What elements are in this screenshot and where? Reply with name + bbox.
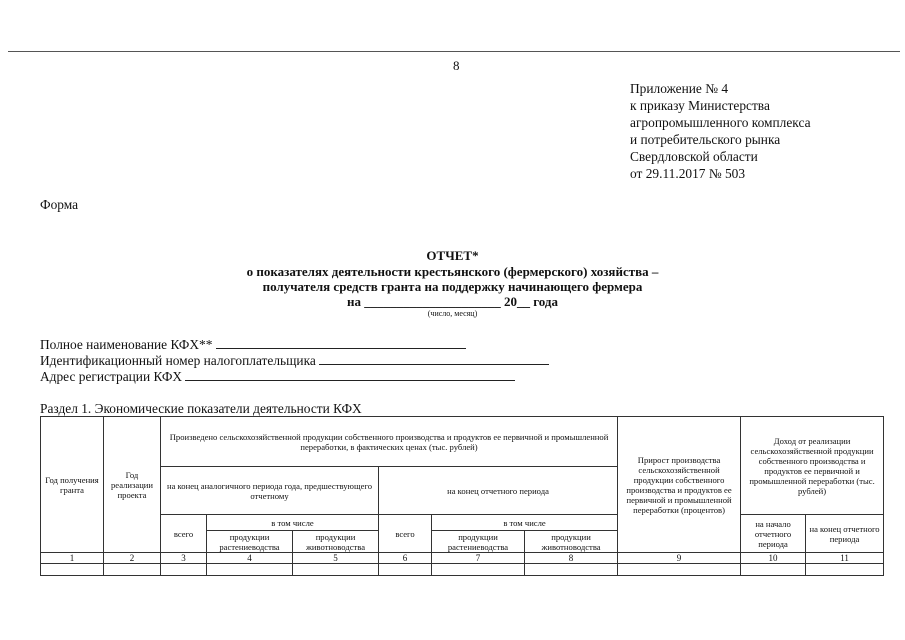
column-number-row [41, 553, 884, 564]
table-cell[interactable] [525, 564, 618, 576]
col-number: 7 [432, 553, 525, 564]
address-field [40, 368, 515, 385]
col-number: 10 [741, 553, 806, 564]
header-rule [8, 51, 900, 52]
col-incl-header: в том числе [207, 515, 379, 531]
economic-indicators-table [40, 416, 884, 576]
table-cell[interactable] [618, 564, 741, 576]
appendix-line: от 29.11.2017 № 503 [630, 166, 746, 181]
col-prev-period-header: на конец аналогичного периода года, предшествующего отчетному [161, 467, 379, 515]
col-incl-header: в том числе [432, 515, 618, 531]
col-crop-header: продукции растениеводства [432, 531, 525, 553]
table-cell[interactable] [432, 564, 525, 576]
tax-id-label: Идентификационный номер налогоплательщика [40, 353, 316, 368]
col-number: 8 [525, 553, 618, 564]
table-cell[interactable] [207, 564, 293, 576]
address-label: Адрес регистрации КФХ [40, 369, 183, 384]
col-livestock-header: продукции животноводства [293, 531, 379, 553]
table-cell[interactable] [104, 564, 161, 576]
appendix-line: Приложение № 4 [630, 81, 729, 96]
full-name-blank[interactable] [216, 336, 466, 349]
col-number: 9 [618, 553, 741, 564]
full-name-label: Полное наименование КФХ** [40, 337, 213, 352]
address-blank[interactable] [185, 368, 515, 381]
table-cell[interactable] [161, 564, 207, 576]
table-cell[interactable] [41, 564, 104, 576]
tax-id-blank[interactable] [319, 352, 549, 365]
col-growth-header: Прирост производства сельскохозяйственной продукции собственного производства и продуктов ее первичной и промышленной переработки (процентов) [618, 417, 741, 553]
col-total-header: всего [161, 515, 207, 553]
appendix-block [630, 80, 811, 182]
col-end-header: на конец отчетного периода [806, 515, 884, 553]
table-row [41, 564, 884, 576]
col-total-header: всего [379, 515, 432, 553]
col-income-header: Доход от реализации сельскохозяйственной продукции собственного производства и продуктов ее первичной и промышленной переработки (тыс. рублей) [741, 417, 884, 515]
appendix-line: агропромышленного комплекса [630, 115, 811, 130]
full-name-field [40, 336, 466, 353]
col-number: 2 [104, 553, 161, 564]
table-cell[interactable] [741, 564, 806, 576]
col-produced-header: Произведено сельскохозяйственной продукции собственного производства и продуктов ее первичной и промышленной переработки, в фактических ценах (тыс. рублей) [161, 417, 618, 467]
table-cell[interactable] [379, 564, 432, 576]
tax-id-field [40, 352, 549, 369]
form-label: Форма [40, 197, 79, 212]
report-subtitle-2: получателя средств гранта на поддержку начинающего фермера [262, 279, 643, 294]
col-year-project-header: Год реализации проекта [104, 417, 161, 553]
table-cell[interactable] [806, 564, 884, 576]
section-title: Раздел 1. Экономические показатели деятельности КФХ [40, 401, 362, 416]
col-number: 3 [161, 553, 207, 564]
col-number: 1 [41, 553, 104, 564]
page-number: 8 [453, 58, 460, 73]
table-cell[interactable] [293, 564, 379, 576]
report-title: ОТЧЕТ* [426, 248, 479, 263]
col-start-header: на начало отчетного периода [741, 515, 806, 553]
col-crop-header: продукции растениеводства [207, 531, 293, 553]
col-curr-period-header: на конец отчетного периода [379, 467, 618, 515]
appendix-line: к приказу Министерства [630, 98, 770, 113]
appendix-line: Свердловской области [630, 149, 758, 164]
col-number: 5 [293, 553, 379, 564]
col-number: 11 [806, 553, 884, 564]
report-date-line: на _____________________ 20__ года [346, 294, 559, 309]
report-subtitle-1: о показателях деятельности крестьянского (фермерского) хозяйства – [246, 264, 659, 279]
col-livestock-header: продукции животноводства [525, 531, 618, 553]
col-number: 6 [379, 553, 432, 564]
appendix-line: и потребительского рынка [630, 132, 781, 147]
col-number: 4 [207, 553, 293, 564]
date-hint: (число, месяц) [427, 309, 478, 318]
col-year-grant-header: Год получения гранта [41, 417, 104, 553]
